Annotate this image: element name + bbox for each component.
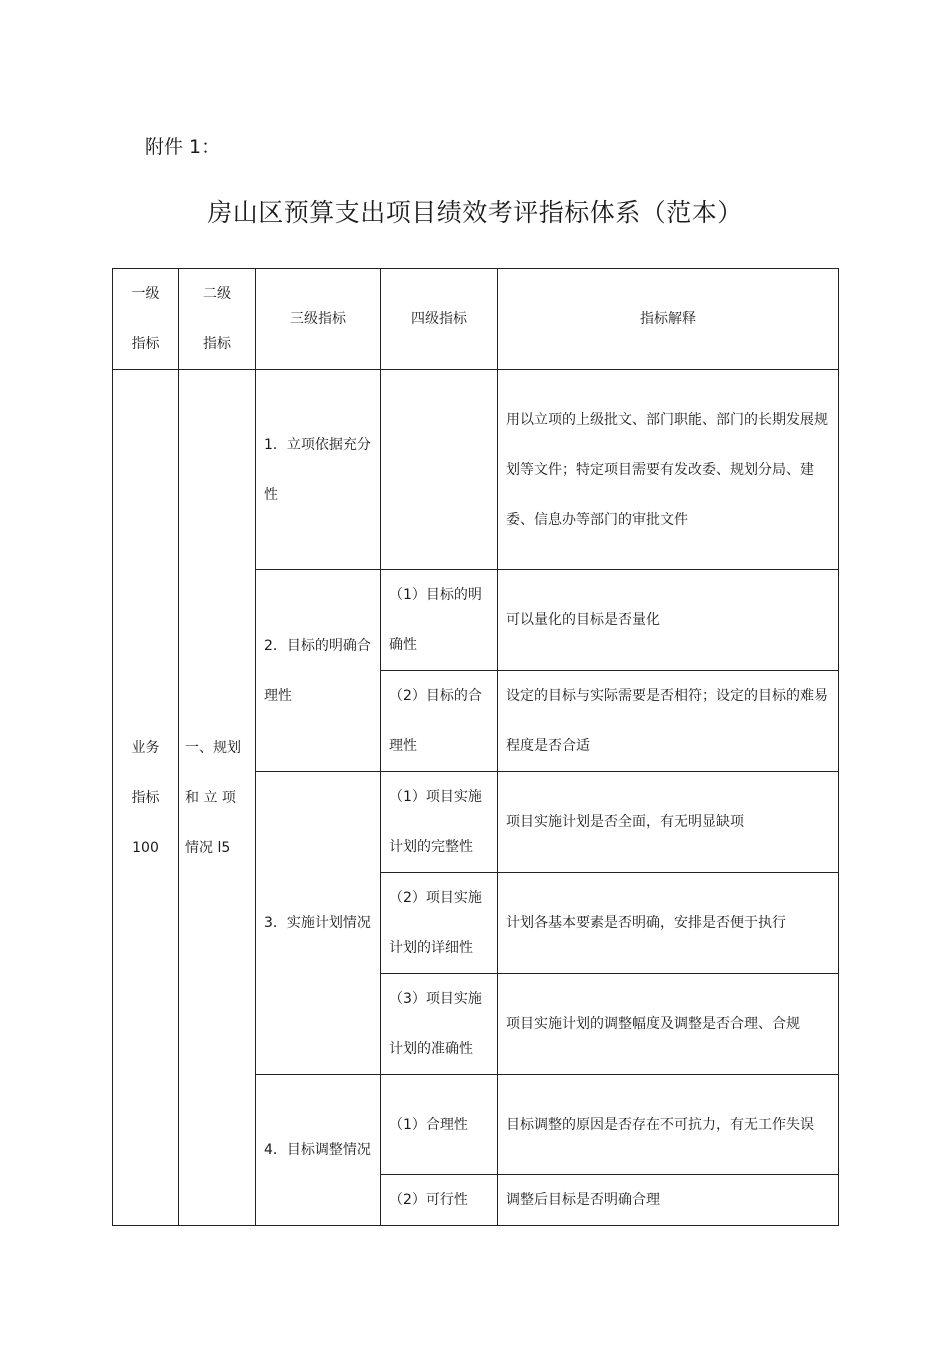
explanation-cell: 目标调整的原因是否存在不可抗力，有无工作失误 xyxy=(498,1075,839,1175)
level3-cell: 2．目标的明确合理性 xyxy=(256,570,381,772)
level4-cell xyxy=(381,370,498,570)
explanation-cell: 设定的目标与实际需要是否相符；设定的目标的难易程度是否合适 xyxy=(498,671,839,772)
header-level4: 四级指标 xyxy=(381,269,498,370)
level1-cell: 业务 指标 100 xyxy=(113,370,179,1226)
level3-cell: 1．立项依据充分性 xyxy=(256,370,381,570)
header-level2: 二级 指标 xyxy=(179,269,256,370)
level4-cell: （2）目标的合理性 xyxy=(381,671,498,772)
header-explanation: 指标解释 xyxy=(498,269,839,370)
level2-cell: 一、规划 和 立 项 情况 l5 xyxy=(179,370,256,1226)
level4-cell: （3）项目实施计划的准确性 xyxy=(381,974,498,1075)
explanation-cell: 计划各基本要素是否明确，安排是否便于执行 xyxy=(498,873,839,974)
header-row xyxy=(113,269,839,370)
explanation-cell: 调整后目标是否明确合理 xyxy=(498,1175,839,1226)
header-level3: 三级指标 xyxy=(256,269,381,370)
level3-cell: 4．目标调整情况 xyxy=(256,1075,381,1226)
level4-cell: （1）合理性 xyxy=(381,1075,498,1175)
table-row xyxy=(113,370,839,570)
level4-cell: （2）可行性 xyxy=(381,1175,498,1226)
explanation-cell: 可以量化的目标是否量化 xyxy=(498,570,839,671)
level3-cell: 3．实施计划情况 xyxy=(256,772,381,1075)
explanation-cell: 用以立项的上级批文、部门职能、部门的长期发展规划等文件；特定项目需要有发改委、规划分局、建委、信息办等部门的审批文件 xyxy=(498,370,839,570)
attachment-label: 附件 1： xyxy=(145,136,221,158)
level4-cell: （1）目标的明确性 xyxy=(381,570,498,671)
level4-cell: （1）项目实施计划的完整性 xyxy=(381,772,498,873)
indicator-table xyxy=(112,268,839,1226)
document-title: 房山区预算支出项目绩效考评指标体系（范本） xyxy=(207,198,743,227)
level4-cell: （2）项目实施计划的详细性 xyxy=(381,873,498,974)
header-level1: 一级 指标 xyxy=(113,269,179,370)
explanation-cell: 项目实施计划的调整幅度及调整是否合理、合规 xyxy=(498,974,839,1075)
explanation-cell: 项目实施计划是否全面，有无明显缺项 xyxy=(498,772,839,873)
